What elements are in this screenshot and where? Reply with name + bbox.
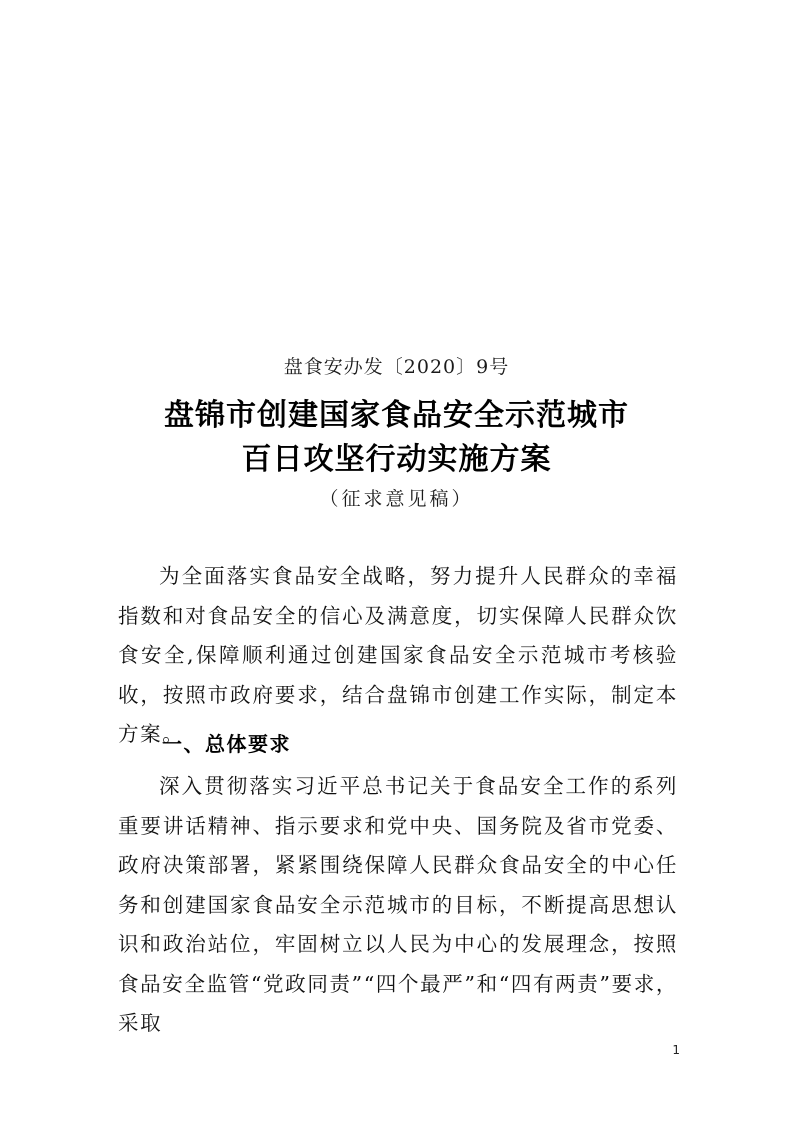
document-number: 盘食安办发〔2020〕9号 xyxy=(283,356,510,378)
document-subtitle: （征求意见稿） xyxy=(319,488,474,510)
body-paragraph-2-container xyxy=(118,767,678,1044)
body-paragraph: 深入贯彻落实习近平总书记关于食品安全工作的系列重要讲话精神、指示要求和党中央、国务院及省市党委、政府决策部署，紧紧围绕保障人民群众食品安全的中心任务和创建国家食品安全示范城市的目标，不断提高思想认识和政治站位，牢固树立以人民为中心的发展理念，按照食品安全监管“党政同责”“四个最严”和“四有两责”要求，采取 xyxy=(118,774,678,1035)
document-title-line-2: 百日攻坚行动实施方案 xyxy=(241,442,552,477)
body-paragraph: 为全面落实食品安全战略，努力提升人民群众的幸福指数和对食品安全的信心及满意度，切实保障人民群众饮食安全,保障顺利通过创建国家食品安全示范城市考核验收，按照市政府要求，结合盘锦市创建工作实际，制定本方案。 xyxy=(118,564,678,746)
section-heading-general-requirements: 一、总体要求 xyxy=(162,732,291,756)
body-paragraph-1-container xyxy=(118,557,678,755)
document-title-line-1: 盘锦市创建国家食品安全示范城市 xyxy=(164,398,629,433)
page-number: 1 xyxy=(672,1043,680,1057)
